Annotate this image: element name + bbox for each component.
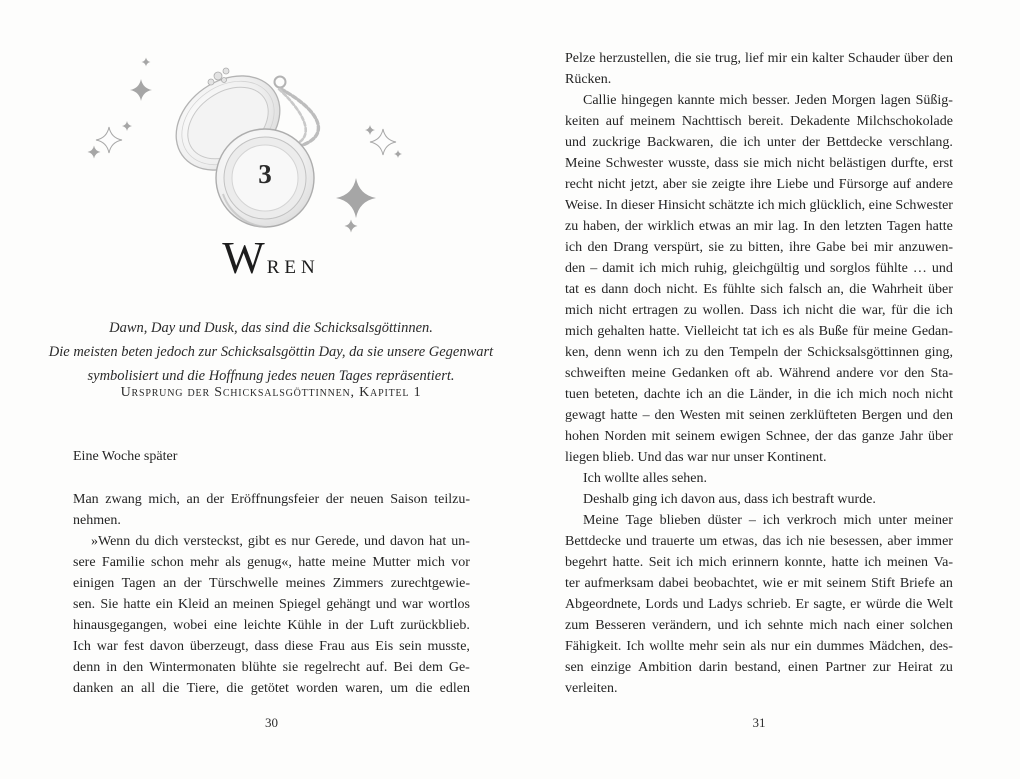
text-line: recht nicht jetzt, aber sie zeigte ihre Liebe und Fürsorge auf andere <box>565 177 953 192</box>
text-line: Bettdecke und trauerte um etwas, das ich nie besessen, aber immer <box>565 534 953 549</box>
text-line: verleiten. <box>565 681 618 696</box>
paragraph <box>565 510 953 699</box>
text-line: Rücken. <box>565 72 612 87</box>
text-line: nehmen. <box>73 513 121 528</box>
paragraph <box>565 48 953 90</box>
text-line: zum Besseren verändern, und ich sehnte mich nach einer solchen <box>565 618 953 633</box>
text-line: tuen beteten, dachte ich an die Länder, in die ich mich noch nicht <box>565 387 953 402</box>
text-line: Fähigkeit. Ich wollte mehr sein als nur ein dummes Mädchen, des- <box>565 639 953 654</box>
text-line: Abgeordnete, Lords und Ladys schrieb. Er sagte, er würde die Welt <box>565 597 953 612</box>
text-line: ken, denn wenn ich zu den Tempeln der Schicksalsgöttinnen ging, <box>565 345 953 360</box>
chapter-title-initial: W <box>222 233 265 283</box>
locket-ornament-illustration <box>80 46 420 246</box>
text-line: Weise. In dieser Hinsicht schätzte ich mich glücklich, eine Schwester <box>565 198 953 213</box>
text-line: gewagt hatte – den Westen mit seinen zerklüfteten Bergen und den <box>565 408 953 423</box>
paragraph <box>565 468 953 489</box>
page-number-right: 31 <box>752 715 766 730</box>
paragraph <box>73 489 470 531</box>
chapter-title-rest: REN <box>266 257 320 278</box>
chapter-title <box>1 233 541 283</box>
text-line: hohen Norden mit seinem ewigen Schnee, der das ganze Jahr über <box>565 429 953 444</box>
text-line: den – damit ich mich ruhig, gleichgültig und sorglos fühlte … und <box>565 261 953 276</box>
text-line: Pelze herzustellen, die sie trug, lief mir ein kalter Schauder über den <box>565 51 953 66</box>
text-line: sen. Sie hatte ein Kleid an meinen Spiegel gehängt und war wortlos <box>73 597 470 612</box>
text-line: Man zwang mich, an der Eröffnungsfeier der neuen Saison teilzu- <box>73 492 470 507</box>
text-line: Deshalb ging ich davon aus, dass ich bestraft wurde. <box>583 492 876 507</box>
epigraph-line: Die meisten beten jedoch zur Schicksalsgöttin Day, da sie unsere Gegenwart <box>48 344 494 360</box>
text-line: denn in den Wintermonaten blühte sie regelrecht auf. Bei dem Ge- <box>73 660 470 675</box>
text-line: Meine Tage blieben düster – ich verkroch mich unter meiner <box>583 513 953 528</box>
text-line: Meine Schwester wusste, dass sie mich nicht belästigen durfte, erst <box>565 156 953 171</box>
text-line: »Wenn du dich versteckst, gibt es nur Gerede, und davon hat un- <box>91 534 470 549</box>
text-line: schweiften meine Gedanken oft ab. Während andere vor den Sta- <box>565 366 953 381</box>
paragraph <box>565 90 953 468</box>
scene-marker: Eine Woche später <box>73 449 178 464</box>
text-line: Callie hingegen kannte mich besser. Jeden Morgen lagen Süßig- <box>583 93 953 108</box>
text-line: mich nicht ertragen zu wollen. Dass ich nicht die war, für die ich <box>565 303 953 318</box>
text-line: sere Familie schon mehr als genug«, hatte meine Mutter mich vor <box>73 555 470 570</box>
epigraph <box>1 316 541 388</box>
text-line: zu haben, der wirklich etwas an mir lag. In den letzten Tagen hatte <box>565 219 953 234</box>
left-page-body-text <box>73 489 470 699</box>
text-line: danken an all die Tiere, die getötet worden waren, um die edlen <box>73 681 470 696</box>
paragraph <box>73 531 470 699</box>
right-page-body-text <box>565 48 953 699</box>
text-line: ich den Drang verspürt, sie zu bitten, ihre Gabe bei mir anzuwen- <box>565 240 953 255</box>
text-line: einigen Tagen an der Türschwelle meines Zimmers zurechtgewie- <box>73 576 470 591</box>
text-line: Ich war fest davon überzeugt, dass diese Frau aus Eis sein musste, <box>73 639 470 654</box>
text-line: und zuckrige Backwaren, die ich unter der Bettdecke verschlang. <box>565 135 953 150</box>
text-line: begehrt hatte. Seit ich mich erinnern konnte, hatte ich meinen Va- <box>565 555 953 570</box>
chapter-number: 3 <box>258 159 272 189</box>
text-line: ter aufmerksam dabei beobachtet, wie er mit seinem Stift Briefe an <box>565 576 953 591</box>
page-number-left: 30 <box>265 715 278 730</box>
text-line: keiten auf meinem Nachttisch bereit. Dekadente Milchschokolade <box>565 114 953 129</box>
text-line: mich gehalten hatte. Vielleicht tat ich es als Buße für meine Gedan- <box>565 324 953 339</box>
paragraph <box>565 489 953 510</box>
text-line: liegen blieb. Und das war nur unser Kontinent. <box>565 450 827 465</box>
text-line: sen einzige Ambition darin bestand, einen Partner zur Heirat zu <box>565 660 953 675</box>
epigraph-source: Ursprung der Schicksalsgöttinnen, Kapitel 1 <box>120 385 422 400</box>
epigraph-line: Dawn, Day und Dusk, das sind die Schicksalsgöttinnen. <box>109 320 433 336</box>
text-line: hinausgegangen, wobei eine leichte Kühle in der Luft zurückblieb. <box>73 618 470 633</box>
text-line: Ich wollte alles sehen. <box>583 471 708 486</box>
text-line: tat es dann doch nicht. Es fühlte sich falsch an, die Wahrheit über <box>565 282 953 297</box>
epigraph-line: symbolisiert und die Hoffnung jedes neuen Tages repräsentiert. <box>87 368 455 384</box>
